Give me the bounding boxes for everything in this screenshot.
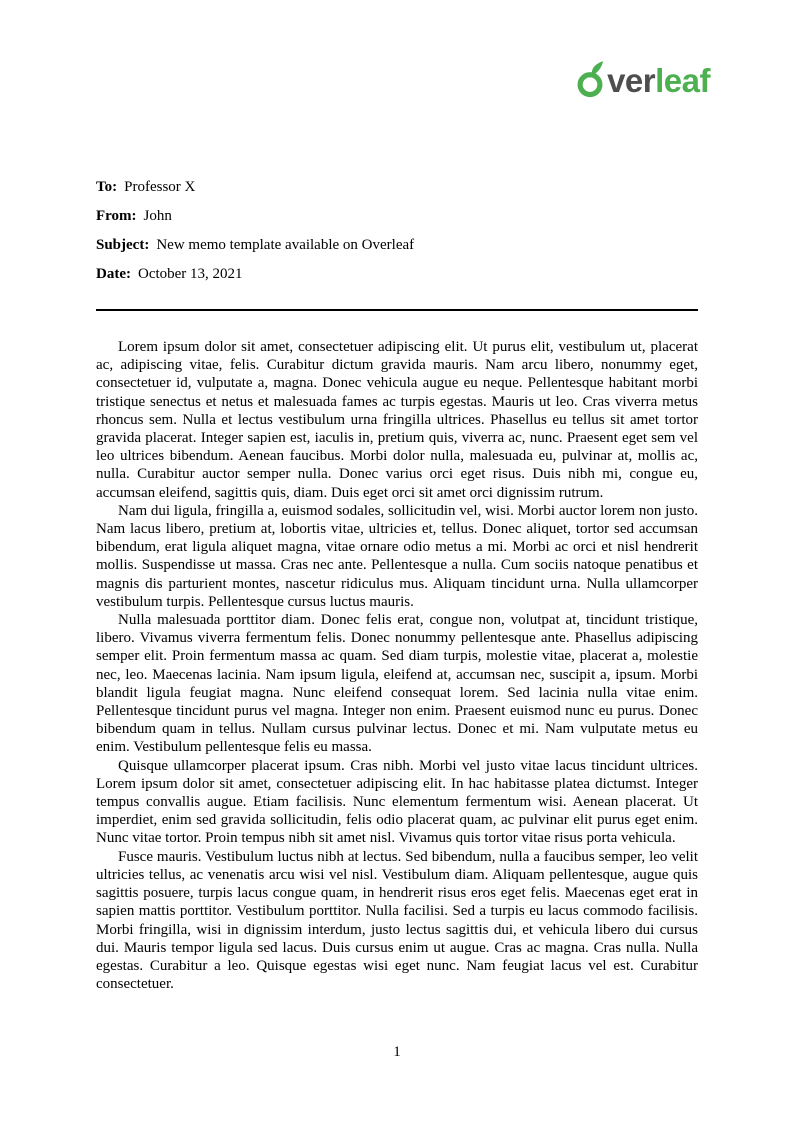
memo-body [96, 338, 698, 993]
memo-field-date [96, 266, 698, 283]
memo-field-from [96, 208, 698, 225]
body-paragraph-1: Lorem ipsum dolor sit amet, consectetuer adipiscing elit. Ut purus elit, vestibulum ut, placerat ac, adipiscing vitae, felis. Curabitur dictum gravida mauris. Nam arcu libero, nonummy eget, consectetuer id, vulputate a, magna. Donec vehicula augue eu neque. Pellentesque habitant morbi tristique senectus et netus et malesuada fames ac turpis egestas. Mauris ut leo. Cras viverra metus rhoncus sem. Nulla et lectus vestibulum urna fringilla ultrices. Phasellus eu tellus sit amet tortor gravida placerat. Integer sapien est, iaculis in, pretium quis, viverra ac, nunc. Praesent eget sem vel leo ultrices bibendum. Aenean faucibus. Morbi dolor nulla, malesuada eu, pulvinar at, mollis ac, nulla. Curabitur auctor semper nulla. Donec varius orci eget risus. Duis nibh mi, congue eu, accumsan eleifend, sagittis quis, diam. Duis eget orci sit amet orci dignissim rutrum. [96, 339, 698, 501]
memo-field-subject-value: New memo template available on Overleaf [156, 237, 415, 253]
memo-field-subject [96, 237, 698, 254]
body-paragraph-2: Nam dui ligula, fringilla a, euismod sodales, sollicitudin vel, wisi. Morbi auctor lorem non justo. Nam lacus libero, pretium at, lobortis vitae, ultricies et, tellus. Donec aliquet, tortor sed accumsan bibendum, erat ligula aliquet magna, vitae ornare odio metus a mi. Morbi ac orci et nisl hendrerit mollis. Suspendisse ut massa. Cras nec ante. Pellentesque a nulla. Cum sociis natoque penatibus et magnis dis parturient montes, nascetur ridiculus mus. Aliquam tincidunt urna. Nulla ullamcorper vestibulum turpis. Pellentesque cursus luctus mauris. [96, 502, 698, 610]
memo-field-date-label: Date: [96, 266, 131, 282]
overleaf-logo-text-dark: ver [607, 62, 656, 99]
memo-field-to-value: Professor X [124, 179, 196, 195]
body-paragraph-5: Fusce mauris. Vestibulum luctus nibh at lectus. Sed bibendum, nulla a faucibus semper, leo velit ultricies tellus, ac venenatis arcu wisi vel nisl. Vestibulum diam. Aliquam pellentesque, augue quis sagittis posuere, turpis lacus congue quam, in hendrerit risus eros eget felis. Maecenas eget erat in sapien mattis porttitor. Vestibulum porttitor. Nulla facilisi. Sed a turpis eu lacus commodo facilisis. Morbi fringilla, wisi in dignissim interdum, justo lectus sagittis dui, et vehicula libero dui cursus dui. Mauris tempor ligula sed lacus. Duis cursus enim ut augue. Cras ac magna. Cras nulla. Nulla egestas. Curabitur a leo. Quisque egestas wisi eget nunc. Nam feugiat lacus vel est. Curabitur consectetuer. [96, 848, 698, 993]
header-rule-divider [96, 309, 698, 311]
body-paragraph-4: Quisque ullamcorper placerat ipsum. Cras nibh. Morbi vel justo vitae lacus tincidunt ultrices. Lorem ipsum dolor sit amet, consectetuer adipiscing elit. In hac habitasse platea dictumst. Integer tempus convallis augue. Etiam facilisis. Nunc elementum fermentum wisi. Aenean placerat. Ut imperdiet, enim sed gravida sollicitudin, felis odio placerat quam, ac pulvinar elit purus eget enim. Nunc vitae tortor. Proin tempus nibh sit amet nisl. Vivamus quis tortor vitae risus porta vehicula. [96, 757, 698, 847]
overleaf-logo-text-green: leaf [655, 62, 710, 99]
memo-field-date-value: October 13, 2021 [137, 266, 243, 282]
overleaf-leaf-o-icon [574, 60, 606, 98]
memo-field-from-label: From: [96, 208, 137, 224]
page-number: 1 [393, 1044, 401, 1060]
memo-field-from-value: John [143, 208, 172, 224]
overleaf-logo [574, 60, 710, 98]
memo-field-to [96, 179, 698, 196]
memo-header [96, 179, 698, 295]
memo-field-subject-label: Subject: [96, 237, 150, 253]
memo-field-to-label: To: [96, 179, 118, 195]
body-paragraph-3: Nulla malesuada porttitor diam. Donec felis erat, congue non, volutpat at, tincidunt tristique, libero. Vivamus viverra fermentum felis. Donec nonummy pellentesque ante. Phasellus adipiscing semper elit. Proin fermentum massa ac quam. Sed diam turpis, molestie vitae, placerat a, molestie nec, leo. Maecenas lacinia. Nam ipsum ligula, eleifend at, accumsan nec, suscipit a, ipsum. Morbi blandit ligula feugiat magna. Nunc eleifend consequat lorem. Sed lacinia nulla vitae enim. Pellentesque tincidunt purus vel magna. Integer non enim. Praesent euismod nunc eu purus. Donec bibendum quam in tellus. Nullam cursus pulvinar lectus. Donec et mi. Nam vulputate metus eu enim. Vestibulum pellentesque felis eu massa. [96, 612, 698, 756]
